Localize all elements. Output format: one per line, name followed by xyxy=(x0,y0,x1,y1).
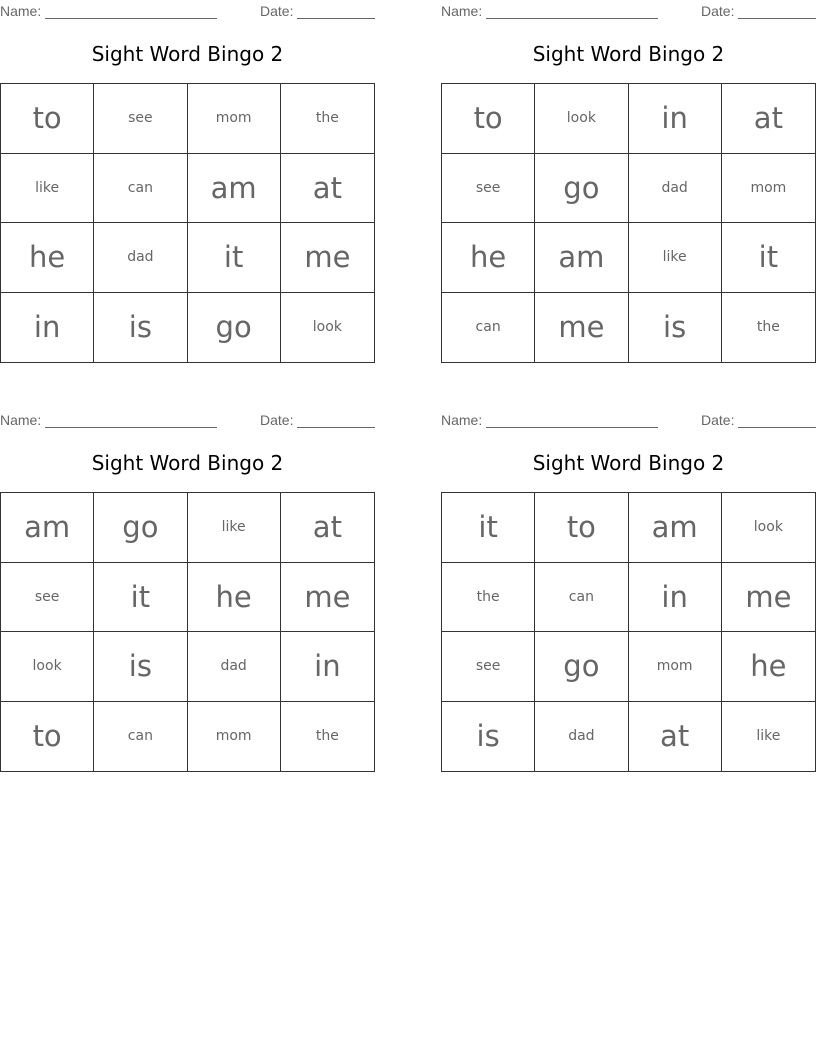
bingo-cell: can xyxy=(535,563,628,633)
bingo-cell: see xyxy=(1,563,94,633)
name-label: Name: xyxy=(0,412,42,428)
card-title: Sight Word Bingo 2 xyxy=(91,42,284,66)
bingo-cell: it xyxy=(94,563,187,633)
bingo-cell: it xyxy=(722,223,815,293)
bingo-cell: at xyxy=(281,154,374,224)
date-label: Date: xyxy=(701,412,735,428)
bingo-cell: he xyxy=(442,223,535,293)
bingo-cell: dad xyxy=(94,223,187,293)
bingo-cell: can xyxy=(94,702,187,772)
bingo-cell: go xyxy=(535,154,628,224)
date-label: Date: xyxy=(260,412,294,428)
bingo-cell: in xyxy=(281,632,374,702)
card-header xyxy=(441,3,816,19)
bingo-cell: me xyxy=(722,563,815,633)
bingo-card-1 xyxy=(0,0,375,365)
bingo-cell: in xyxy=(629,563,722,633)
bingo-grid xyxy=(441,83,816,363)
bingo-cell: mom xyxy=(188,84,281,154)
card-title: Sight Word Bingo 2 xyxy=(532,42,725,66)
bingo-cell: look xyxy=(535,84,628,154)
bingo-cell: look xyxy=(312,319,342,336)
bingo-cell: mom xyxy=(722,154,815,224)
bingo-cell: me xyxy=(535,293,628,363)
bingo-cell: is xyxy=(629,293,722,363)
bingo-cell: am xyxy=(1,493,94,563)
bingo-cell: am xyxy=(629,493,722,563)
bingo-cell: am xyxy=(188,154,281,224)
bingo-grid xyxy=(441,492,816,772)
bingo-cell: the xyxy=(315,728,339,745)
bingo-cell: like xyxy=(1,154,94,224)
bingo-cell: it xyxy=(442,493,535,563)
name-field-line xyxy=(486,18,658,19)
bingo-cell: see xyxy=(94,84,187,154)
date-field-line xyxy=(297,427,375,428)
bingo-cell: like xyxy=(756,728,781,745)
bingo-cell: at xyxy=(629,702,722,772)
bingo-cell: it xyxy=(188,223,281,293)
bingo-cell: me xyxy=(281,223,374,293)
bingo-cell: to xyxy=(535,493,628,563)
bingo-grid xyxy=(0,83,375,363)
bingo-cell: is xyxy=(94,293,187,363)
name-field-line xyxy=(45,427,217,428)
bingo-cell: see xyxy=(442,154,535,224)
bingo-cell: the xyxy=(442,563,535,633)
name-label: Name: xyxy=(441,412,483,428)
bingo-cell: he xyxy=(1,223,94,293)
bingo-cell: he xyxy=(722,632,815,702)
bingo-cell: dad xyxy=(629,154,722,224)
bingo-cell: mom xyxy=(188,702,281,772)
bingo-grid xyxy=(0,492,375,772)
name-label: Name: xyxy=(441,3,483,19)
bingo-cell: like xyxy=(188,493,281,563)
date-label: Date: xyxy=(701,3,735,19)
bingo-cell: see xyxy=(442,632,535,702)
bingo-cell: am xyxy=(535,223,628,293)
card-header xyxy=(0,3,375,19)
bingo-cell: at xyxy=(281,493,374,563)
bingo-cell: can xyxy=(442,293,535,363)
card-title: Sight Word Bingo 2 xyxy=(91,451,284,475)
bingo-cell: the xyxy=(756,319,780,336)
bingo-cell: he xyxy=(188,563,281,633)
bingo-cell: dad xyxy=(535,702,628,772)
date-field-line xyxy=(297,18,375,19)
bingo-cell: is xyxy=(442,702,535,772)
bingo-cell: the xyxy=(281,84,374,154)
name-label: Name: xyxy=(0,3,42,19)
card-header xyxy=(441,412,816,428)
bingo-card-2 xyxy=(441,0,816,365)
bingo-cell: dad xyxy=(188,632,281,702)
date-label: Date: xyxy=(260,3,294,19)
bingo-cell: can xyxy=(94,154,187,224)
bingo-cell: go xyxy=(94,493,187,563)
bingo-cell: me xyxy=(281,563,374,633)
bingo-cell: look xyxy=(1,632,94,702)
date-field-line xyxy=(738,427,816,428)
card-header xyxy=(0,412,375,428)
bingo-cell: in xyxy=(1,293,94,363)
bingo-cell: to xyxy=(442,84,535,154)
bingo-cell: to xyxy=(1,84,94,154)
bingo-cell: at xyxy=(722,84,815,154)
bingo-cell: go xyxy=(535,632,628,702)
bingo-cell: is xyxy=(94,632,187,702)
bingo-cell: mom xyxy=(629,632,722,702)
name-field-line xyxy=(486,427,658,428)
date-field-line xyxy=(738,18,816,19)
bingo-cell: in xyxy=(629,84,722,154)
bingo-cell: go xyxy=(188,293,281,363)
name-field-line xyxy=(45,18,217,19)
bingo-cell: look xyxy=(722,493,815,563)
bingo-card-3 xyxy=(0,409,375,774)
bingo-cell: like xyxy=(629,223,722,293)
bingo-card-4 xyxy=(441,409,816,774)
bingo-cell: to xyxy=(1,702,94,772)
card-title: Sight Word Bingo 2 xyxy=(532,451,725,475)
